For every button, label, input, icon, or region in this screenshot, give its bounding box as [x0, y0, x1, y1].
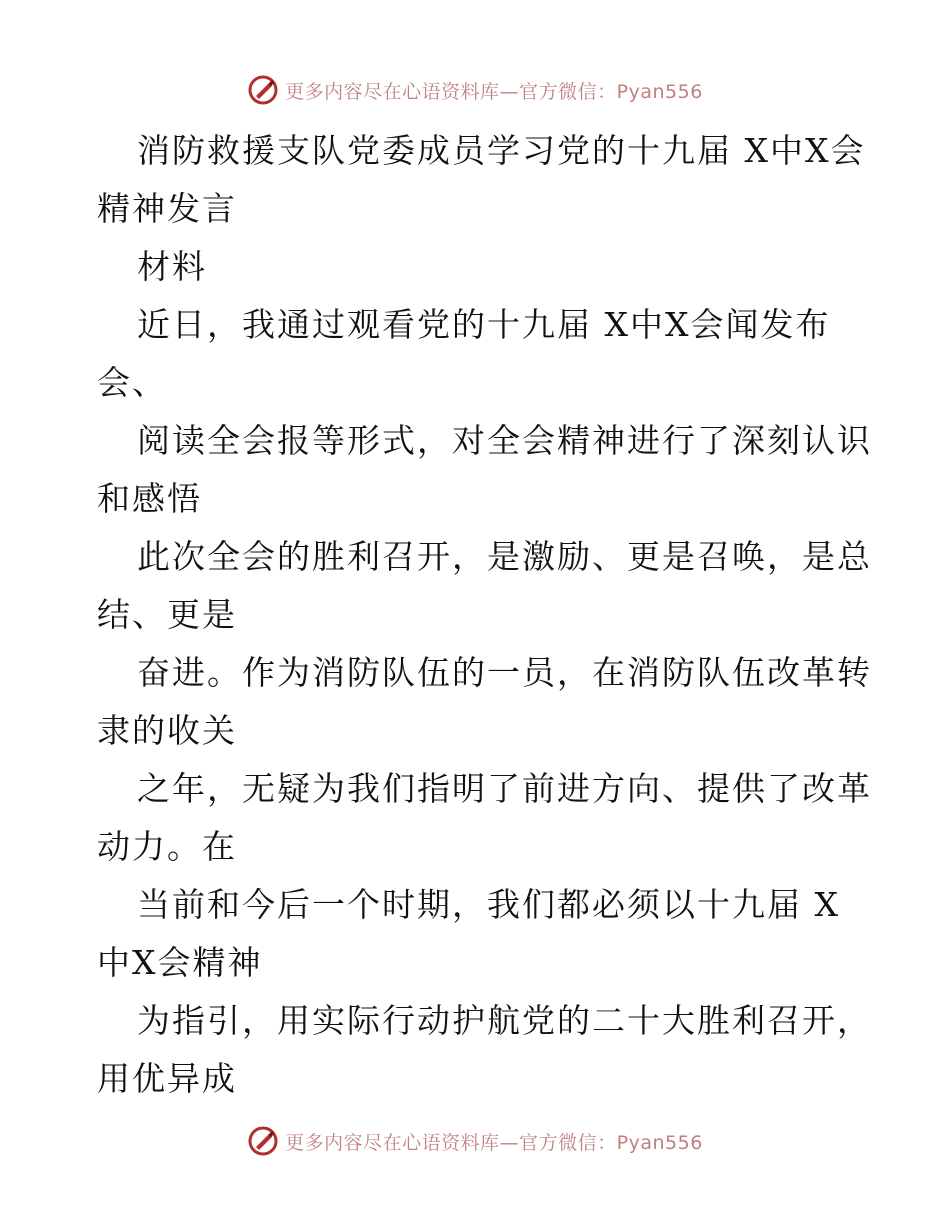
watermark-text: 更多内容尽在心语资料库—官方微信：Pyan556: [285, 1131, 703, 1154]
text-line: 阅读全会报等形式，对全会精神进行了深刻认识: [137, 421, 872, 460]
text-line: 当前和今后一个时期，我们都必须以十九届 X: [137, 885, 840, 924]
text-line: 结、更是: [97, 595, 237, 634]
text-line: 隶的收关: [97, 711, 237, 750]
text-line: 近日，我通过观看党的十九届 X中X会闻发布: [137, 305, 831, 344]
text-line: 消防救援支队党委成员学习党的十九届 X中X会: [137, 131, 866, 170]
pen-logo-icon: [247, 74, 279, 106]
text-line: 此次全会的胜利召开，是激励、更是召唤，是总: [137, 537, 872, 576]
watermark-header: [0, 70, 950, 110]
text-line: 精神发言: [97, 189, 237, 228]
text-line: 之年，无疑为我们指明了前进方向、提供了改革: [137, 769, 872, 808]
text-line: 会、: [97, 363, 167, 402]
pen-logo-icon: [247, 1125, 279, 1157]
document-body: [97, 122, 872, 1108]
watermark-footer: [0, 1121, 950, 1161]
text-line: 用优异成: [97, 1059, 237, 1098]
text-line: 材料: [137, 247, 207, 286]
text-line: 为指引，用实际行动护航党的二十大胜利召开，: [137, 1001, 872, 1040]
text-line: 中X会精神: [97, 943, 263, 982]
text-line: 奋进。作为消防队伍的一员，在消防队伍改革转: [137, 653, 872, 692]
watermark-text: 更多内容尽在心语资料库—官方微信：Pyan556: [285, 80, 703, 103]
text-line: 动力。在: [97, 827, 237, 866]
text-line: 和感悟: [97, 479, 202, 518]
